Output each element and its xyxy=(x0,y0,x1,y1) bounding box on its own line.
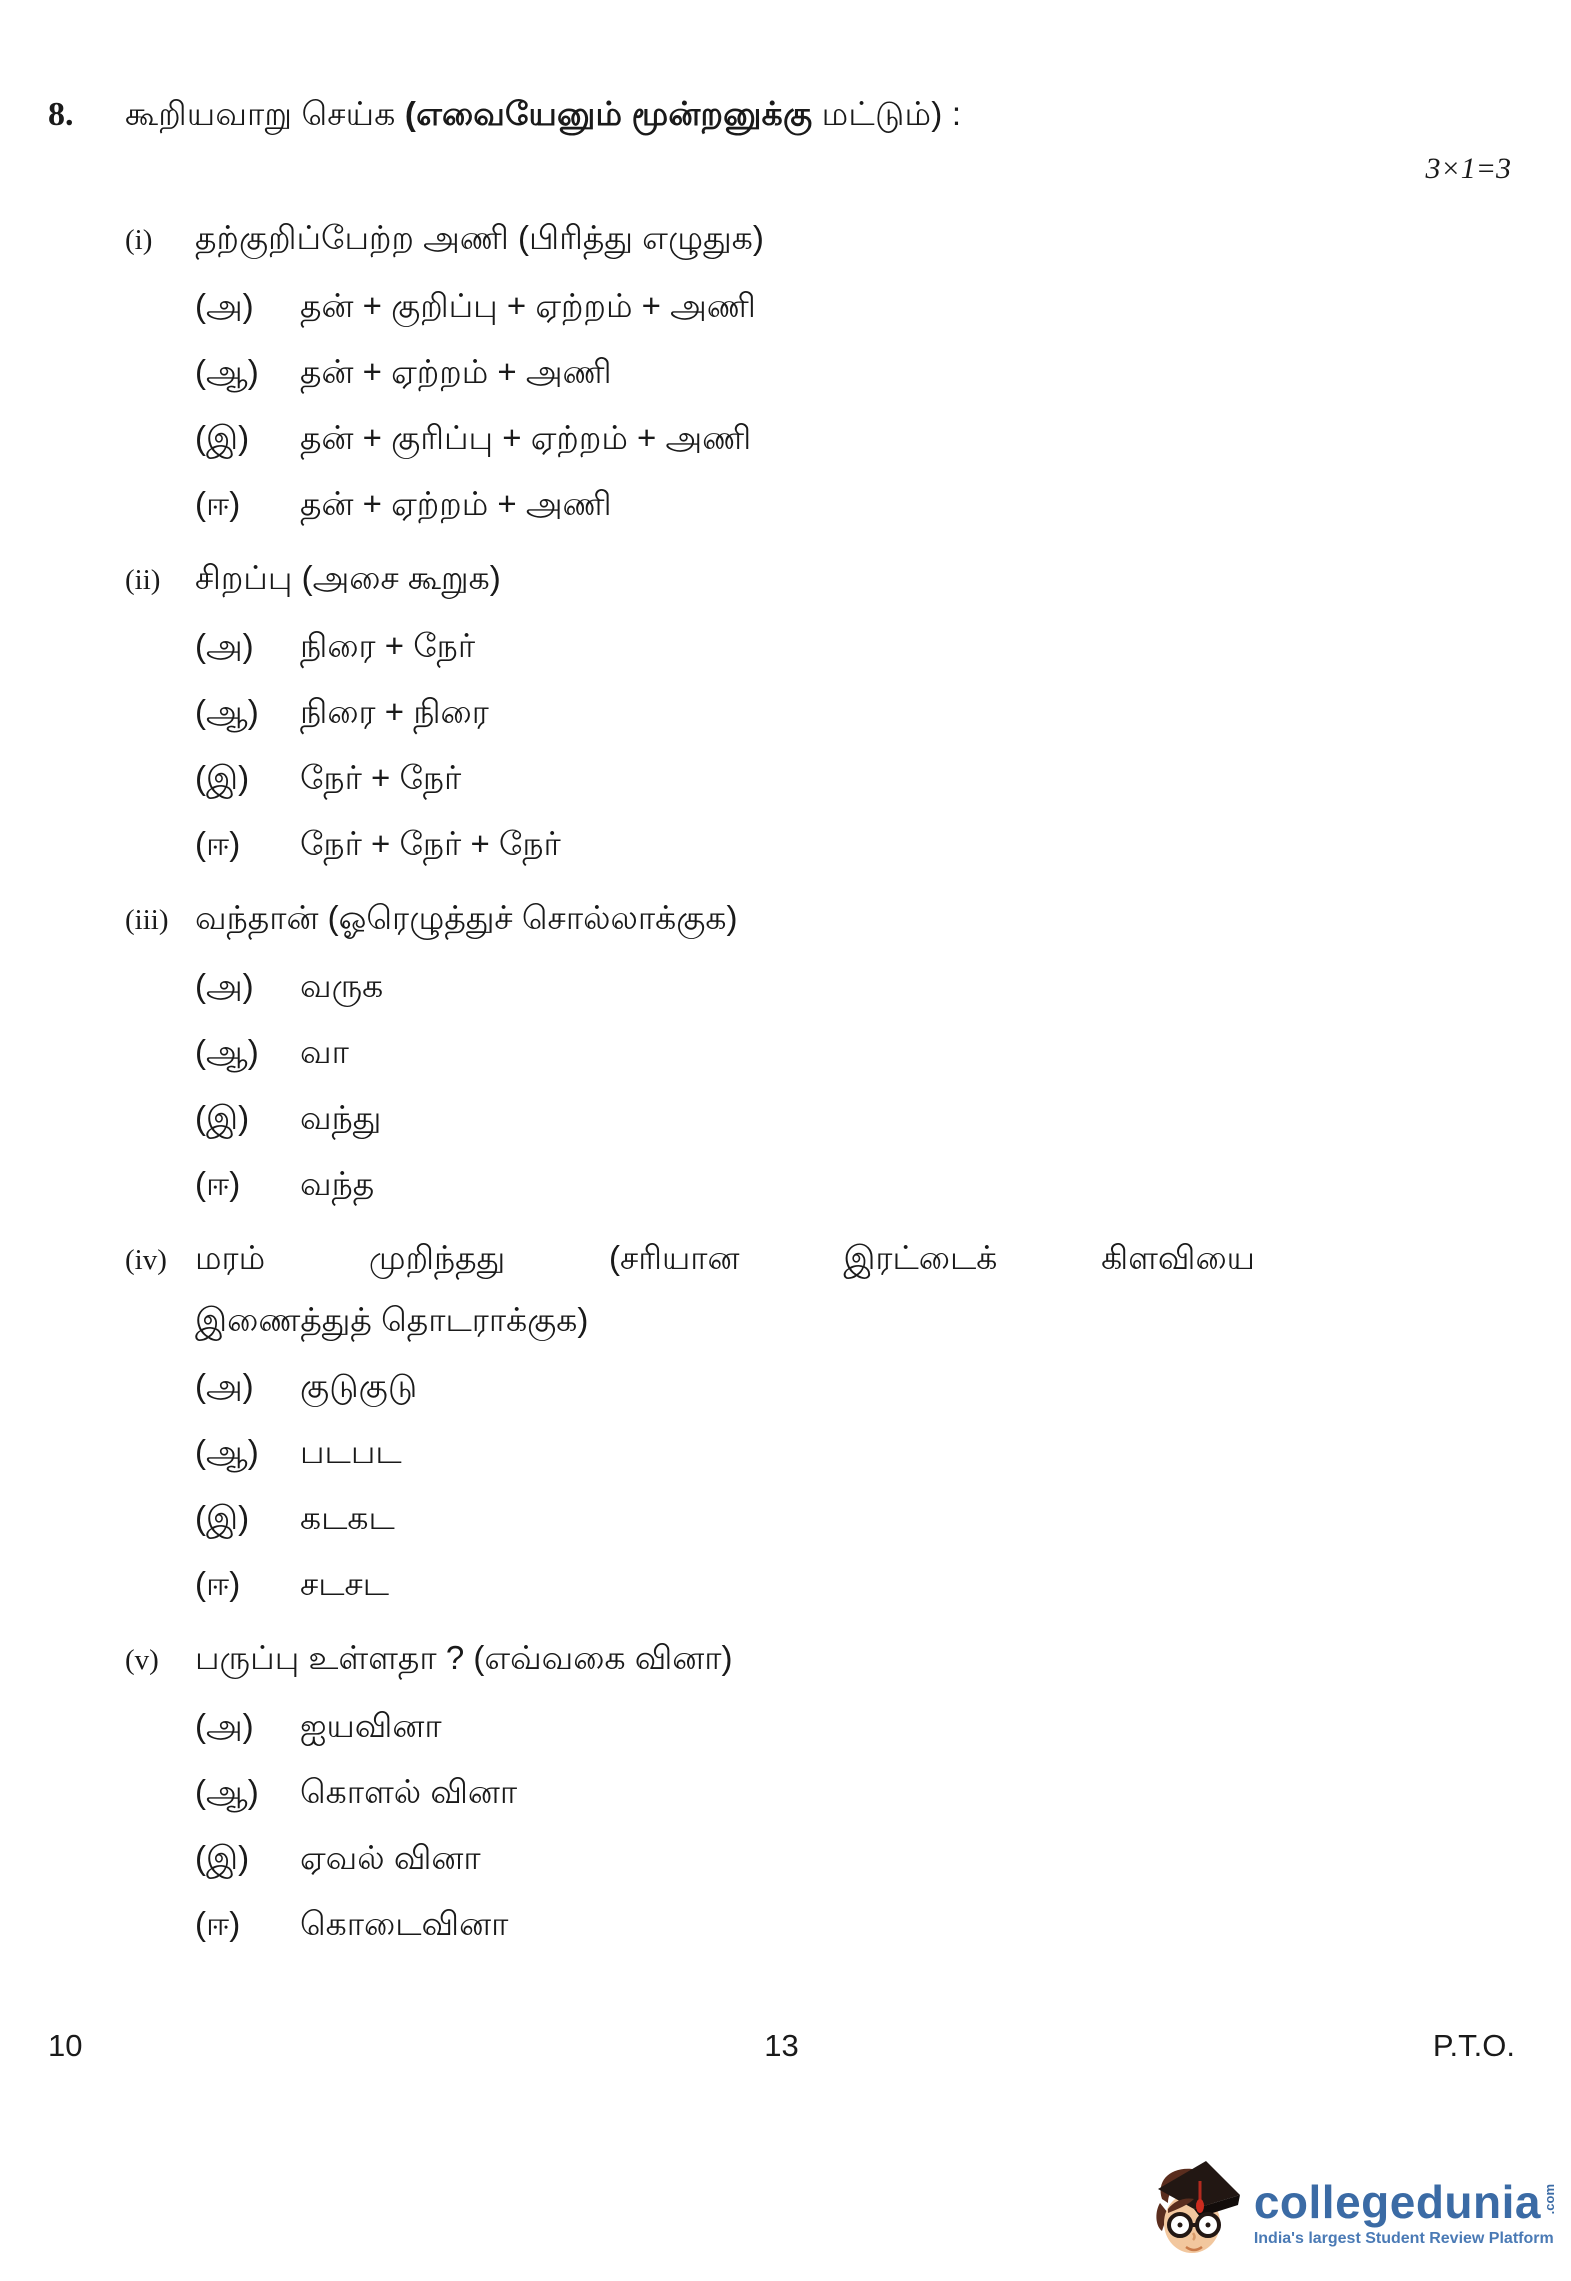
option-marker: (ஈ) xyxy=(195,1905,241,1942)
collegedunia-logo xyxy=(1148,2151,1557,2275)
subquestion-i-title xyxy=(125,216,1571,262)
logo-tagline: India's largest Student Review Platform xyxy=(1253,2230,1554,2247)
option-marker: (இ) xyxy=(195,1099,250,1136)
option-row xyxy=(195,1430,1571,1474)
option-marker: (அ) xyxy=(195,1707,254,1744)
option-row xyxy=(195,822,1571,866)
option-row xyxy=(195,416,1571,460)
word: (சரியான xyxy=(609,1239,740,1276)
question-title-normal: கூறியவாறு செய்க xyxy=(125,95,405,132)
option-text: சடசட xyxy=(300,1565,390,1602)
option-text: வருக xyxy=(300,967,384,1004)
footer-center-page-number: 13 xyxy=(764,2028,799,2063)
option-row xyxy=(195,1770,1571,1814)
option-marker: (அ) xyxy=(195,287,254,324)
subquestion-iii-number: (iii) xyxy=(125,904,169,936)
question-number: 8. xyxy=(48,96,74,133)
subquestion-v-title xyxy=(125,1636,1571,1682)
question-heading xyxy=(0,0,1571,138)
option-row xyxy=(195,1902,1571,1946)
option-marker: (இ) xyxy=(195,419,250,456)
option-text: தன் + ஏற்றம் + அணி xyxy=(300,353,612,390)
subquestion-iv-text-line1 xyxy=(195,1236,1255,1280)
option-marker: (ஆ) xyxy=(195,1433,259,1470)
question-title xyxy=(125,95,961,138)
word: கிளவியை xyxy=(1101,1239,1255,1276)
option-row xyxy=(195,1162,1571,1206)
option-row xyxy=(195,1030,1571,1074)
option-marker: (இ) xyxy=(195,1839,250,1876)
option-text: நிரை + நேர் xyxy=(300,627,476,664)
option-marker: (ஆ) xyxy=(195,1033,259,1070)
option-text: குடுகுடு xyxy=(300,1367,418,1404)
graduate-mascot-icon xyxy=(1148,2151,1244,2275)
option-text: தன் + குறிப்பு + ஏற்றம் + அணி xyxy=(300,287,756,324)
option-text: கொளல் வினா xyxy=(300,1773,518,1810)
option-text: வந்த xyxy=(300,1165,375,1202)
footer-left-page-number: 10 xyxy=(48,2028,83,2063)
option-row xyxy=(195,1836,1571,1880)
option-marker: (ஈ) xyxy=(195,825,241,862)
footer-pto: P.T.O. xyxy=(1432,2028,1515,2063)
subquestion-iv-text-line2: இணைத்துத் தொடராக்குக) xyxy=(195,1301,589,1338)
option-row xyxy=(195,1496,1571,1540)
option-marker: (அ) xyxy=(195,1367,254,1404)
option-marker: (ஈ) xyxy=(195,485,241,522)
option-marker: (அ) xyxy=(195,967,254,1004)
logo-text-block xyxy=(1254,2178,1557,2248)
page-footer xyxy=(48,2028,1515,2064)
option-row xyxy=(195,756,1571,800)
option-marker: (ஆ) xyxy=(195,353,259,390)
option-row xyxy=(195,964,1571,1008)
option-marker: (இ) xyxy=(195,759,250,796)
option-text: படபட xyxy=(300,1433,402,1470)
subquestion-i-number: (i) xyxy=(125,224,153,256)
option-text: கடகட xyxy=(300,1499,395,1536)
option-row xyxy=(195,482,1571,526)
subquestion-ii-text: சிறப்பு (அசை கூறுக) xyxy=(195,559,501,596)
option-marker: (இ) xyxy=(195,1499,250,1536)
question-title-bold: (எவையேனும் மூன்றனுக்கு xyxy=(404,95,813,132)
word: முறிந்தது xyxy=(368,1239,506,1276)
subquestion-v-number: (v) xyxy=(125,1644,159,1676)
subquestion-iii-title xyxy=(125,896,1571,942)
option-marker: (ஈ) xyxy=(195,1165,241,1202)
option-row xyxy=(195,1704,1571,1748)
option-text: நேர் + நேர் xyxy=(300,759,462,796)
option-text: நிரை + நிரை xyxy=(300,693,489,730)
option-text: தன் + குரிப்பு + ஏற்றம் + அணி xyxy=(300,419,752,456)
option-text: நேர் + நேர் + நேர் xyxy=(300,825,561,862)
option-text: ஐயவினா xyxy=(300,1707,442,1744)
option-row xyxy=(195,1364,1571,1408)
option-marker: (ஈ) xyxy=(195,1565,241,1602)
word: மரம் xyxy=(195,1239,266,1276)
subquestion-v-text: பருப்பு உள்ளதா ? (எவ்வகை வினா) xyxy=(195,1639,733,1676)
option-row xyxy=(195,350,1571,394)
option-text: கொடைவினா xyxy=(300,1905,509,1942)
option-text: ஏவல் வினா xyxy=(300,1839,481,1876)
subquestion-ii-title xyxy=(125,556,1571,602)
option-row xyxy=(195,624,1571,668)
option-marker: (ஆ) xyxy=(195,1773,259,1810)
subquestion-iii-text: வந்தான் (ஓரெழுத்துச் சொல்லாக்குக) xyxy=(195,899,738,936)
option-text: வா xyxy=(300,1033,349,1070)
subquestion-i-text: தற்குறிப்பேற்ற அணி (பிரித்து எழுதுக) xyxy=(195,219,764,256)
option-row xyxy=(195,1096,1571,1140)
marks-note: 3×1=3 xyxy=(1425,152,1511,185)
question-title-tail: மட்டும்) : xyxy=(812,95,962,132)
word: இரட்டைக் xyxy=(843,1239,998,1276)
option-text: வந்து xyxy=(300,1099,382,1136)
subquestion-iv-title xyxy=(125,1236,1571,1282)
option-row xyxy=(195,284,1571,328)
option-row xyxy=(195,1562,1571,1606)
option-marker: (ஆ) xyxy=(195,693,259,730)
logo-brand-text: collegedunia xyxy=(1253,2176,1541,2228)
subquestion-iv-number: (iv) xyxy=(125,1244,167,1276)
subquestion-ii-number: (ii) xyxy=(125,564,161,596)
option-row xyxy=(195,690,1571,734)
option-text: தன் + ஏற்றம் + அணி xyxy=(300,485,612,522)
option-marker: (அ) xyxy=(195,627,254,664)
logo-domain-text: .com xyxy=(1542,2184,1557,2215)
